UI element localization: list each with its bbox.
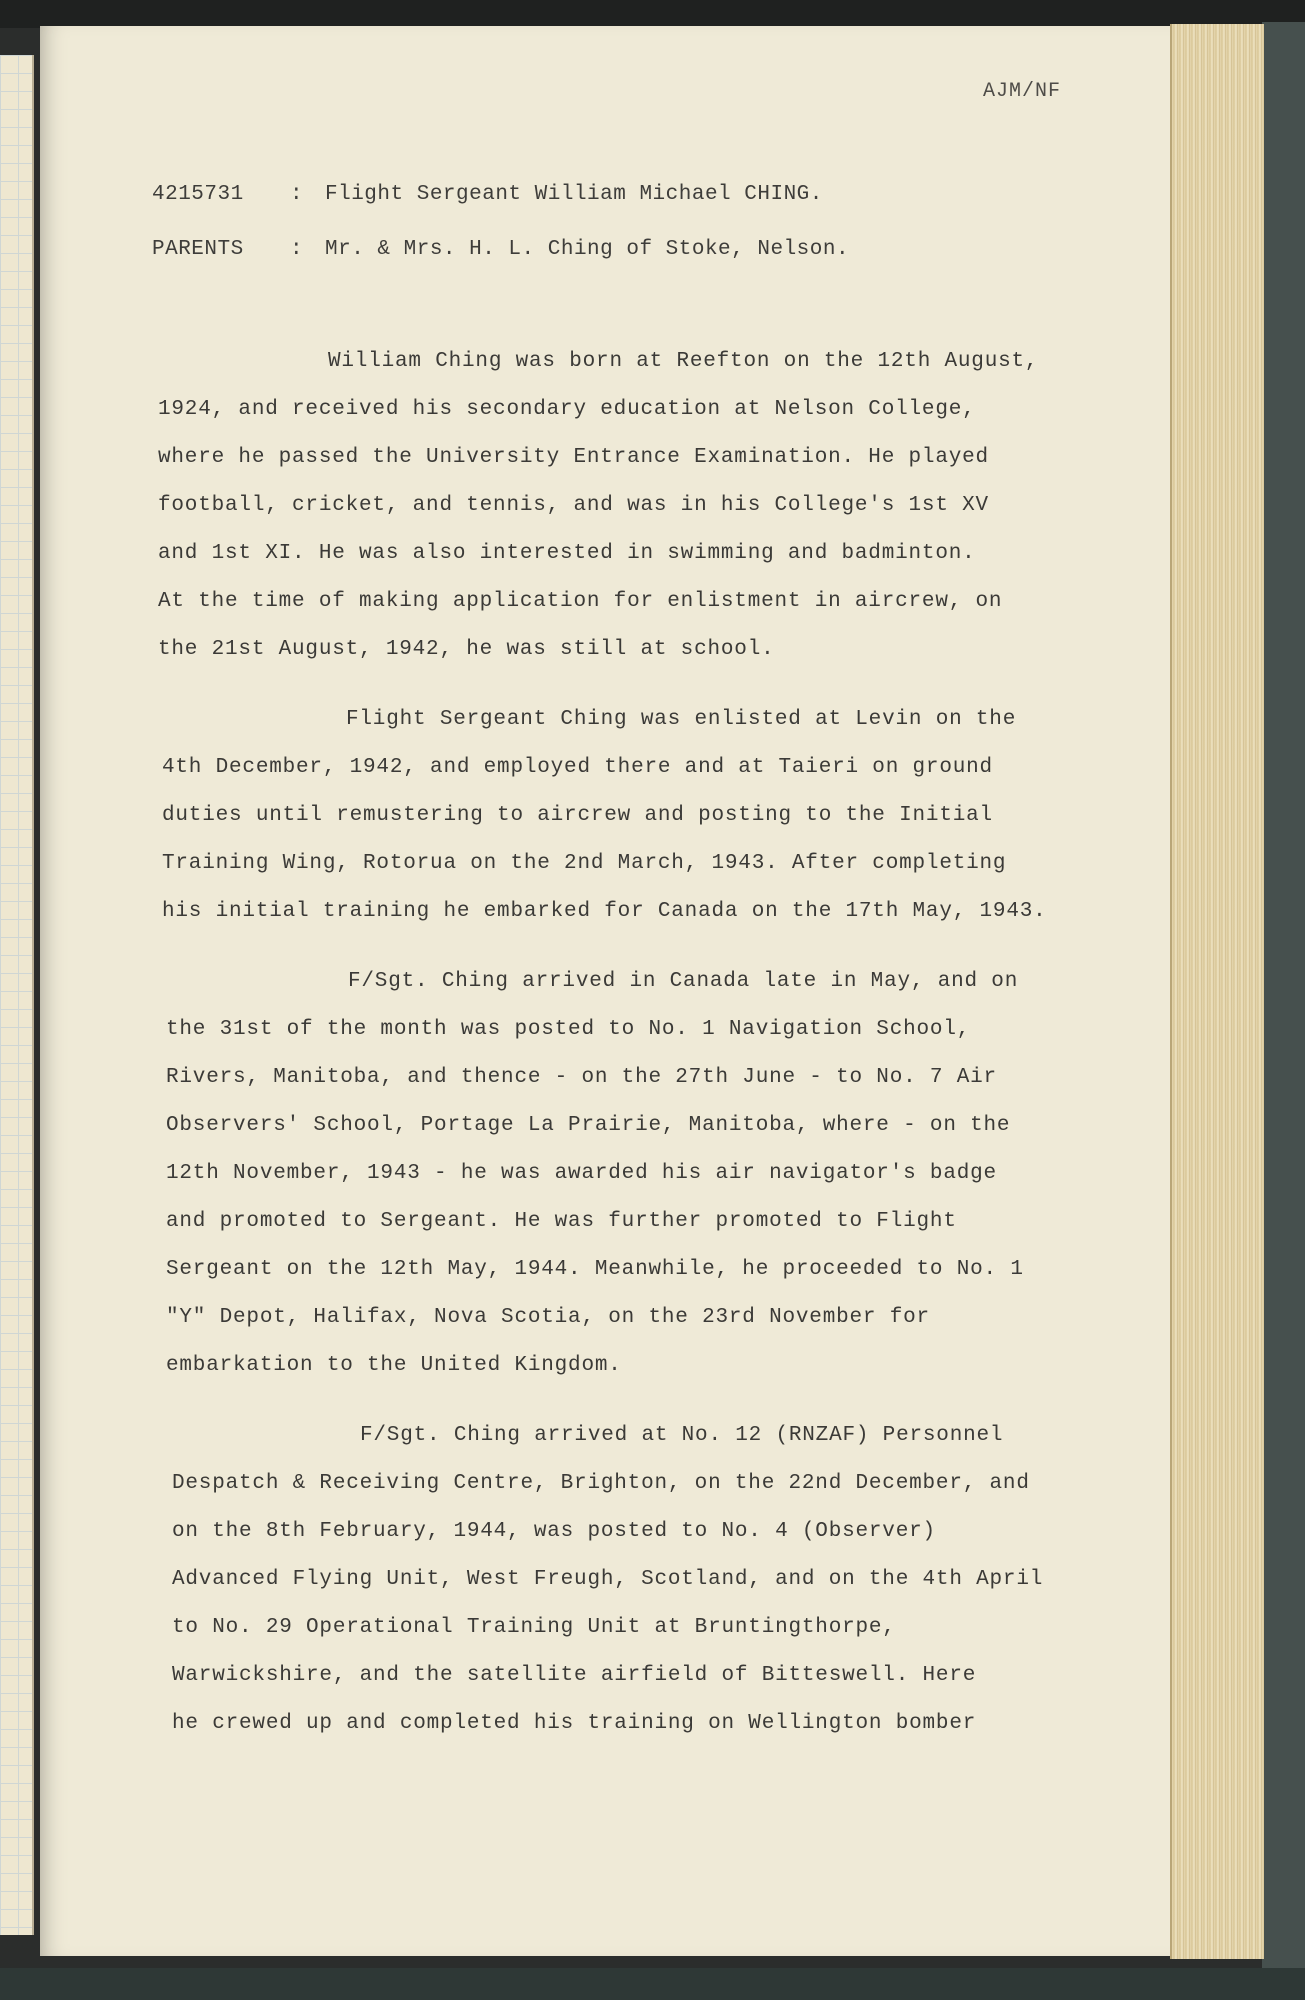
- text-line: Advanced Flying Unit, West Freugh, Scotland, and on the 4th April: [172, 1568, 1044, 1591]
- book-cover-top: [0, 0, 1305, 28]
- left-page-graph-paper: [0, 55, 34, 1935]
- book-cover-edge: [1262, 22, 1305, 1972]
- text-line: Training Wing, Rotorua on the 2nd March, 1943. After completing: [162, 852, 1007, 875]
- text-line: F/Sgt. Ching arrived at No. 12 (RNZAF) Personnel: [360, 1424, 1004, 1447]
- text-line: his initial training he embarked for Canada on the 17th May, 1943.: [162, 900, 1047, 923]
- text-line: 12th November, 1943 - he was awarded his air navigator's badge: [166, 1162, 997, 1185]
- text-line: Flight Sergeant Ching was enlisted at Levin on the: [346, 708, 1017, 731]
- text-line: where he passed the University Entrance Examination. He played: [158, 446, 989, 469]
- text-line: Sergeant on the 12th May, 1944. Meanwhile, he proceeded to No. 1: [166, 1258, 1024, 1281]
- text-line: on the 8th February, 1944, was posted to No. 4 (Observer): [172, 1520, 936, 1543]
- text-line: duties until remustering to aircrew and posting to the Initial: [162, 804, 993, 827]
- text-line: and 1st XI. He was also interested in swimming and badminton.: [158, 542, 976, 565]
- text-line: to No. 29 Operational Training Unit at Bruntingthorpe,: [172, 1616, 896, 1639]
- text-line: football, cricket, and tennis, and was in his College's 1st XV: [158, 494, 989, 517]
- text-line: the 21st August, 1942, he was still at school.: [158, 638, 775, 661]
- text-line: "Y" Depot, Halifax, Nova Scotia, on the 23rd November for: [166, 1306, 930, 1329]
- service-member-name: Flight Sergeant William Michael CHING.: [325, 183, 823, 206]
- header-separator: :: [290, 238, 304, 261]
- header-separator: :: [290, 183, 304, 206]
- text-line: 4th December, 1942, and employed there and at Taieri on ground: [162, 756, 993, 779]
- book-cover-bottom: [0, 1968, 1305, 2000]
- text-line: Despatch & Receiving Centre, Brighton, on the 22nd December, and: [172, 1472, 1030, 1495]
- text-line: embarkation to the United Kingdom.: [166, 1354, 622, 1377]
- text-line: Warwickshire, and the satellite airfield of Bitteswell. Here: [172, 1664, 977, 1687]
- parents-value: Mr. & Mrs. H. L. Ching of Stoke, Nelson.: [325, 238, 850, 261]
- text-line: the 31st of the month was posted to No. 1 Navigation School,: [166, 1018, 971, 1041]
- text-line: At the time of making application for enlistment in aircrew, on: [158, 590, 1003, 613]
- text-line: F/Sgt. Ching arrived in Canada late in May, and on: [348, 970, 1019, 993]
- text-line: Observers' School, Portage La Prairie, Manitoba, where - on the: [166, 1114, 1011, 1137]
- text-line: 1924, and received his secondary education at Nelson College,: [158, 398, 976, 421]
- parents-label: PARENTS: [152, 238, 244, 261]
- text-line: William Ching was born at Reefton on the 12th August,: [328, 350, 1039, 373]
- file-reference: AJM/NF: [983, 80, 1062, 103]
- text-line: Rivers, Manitoba, and thence - on the 27th June - to No. 7 Air: [166, 1066, 997, 1089]
- text-line: he crewed up and completed his training on Wellington bomber: [172, 1712, 977, 1735]
- service-number: 4215731: [152, 183, 244, 206]
- text-line: and promoted to Sergeant. He was further promoted to Flight: [166, 1210, 957, 1233]
- page-stack-edges: [1170, 24, 1264, 1959]
